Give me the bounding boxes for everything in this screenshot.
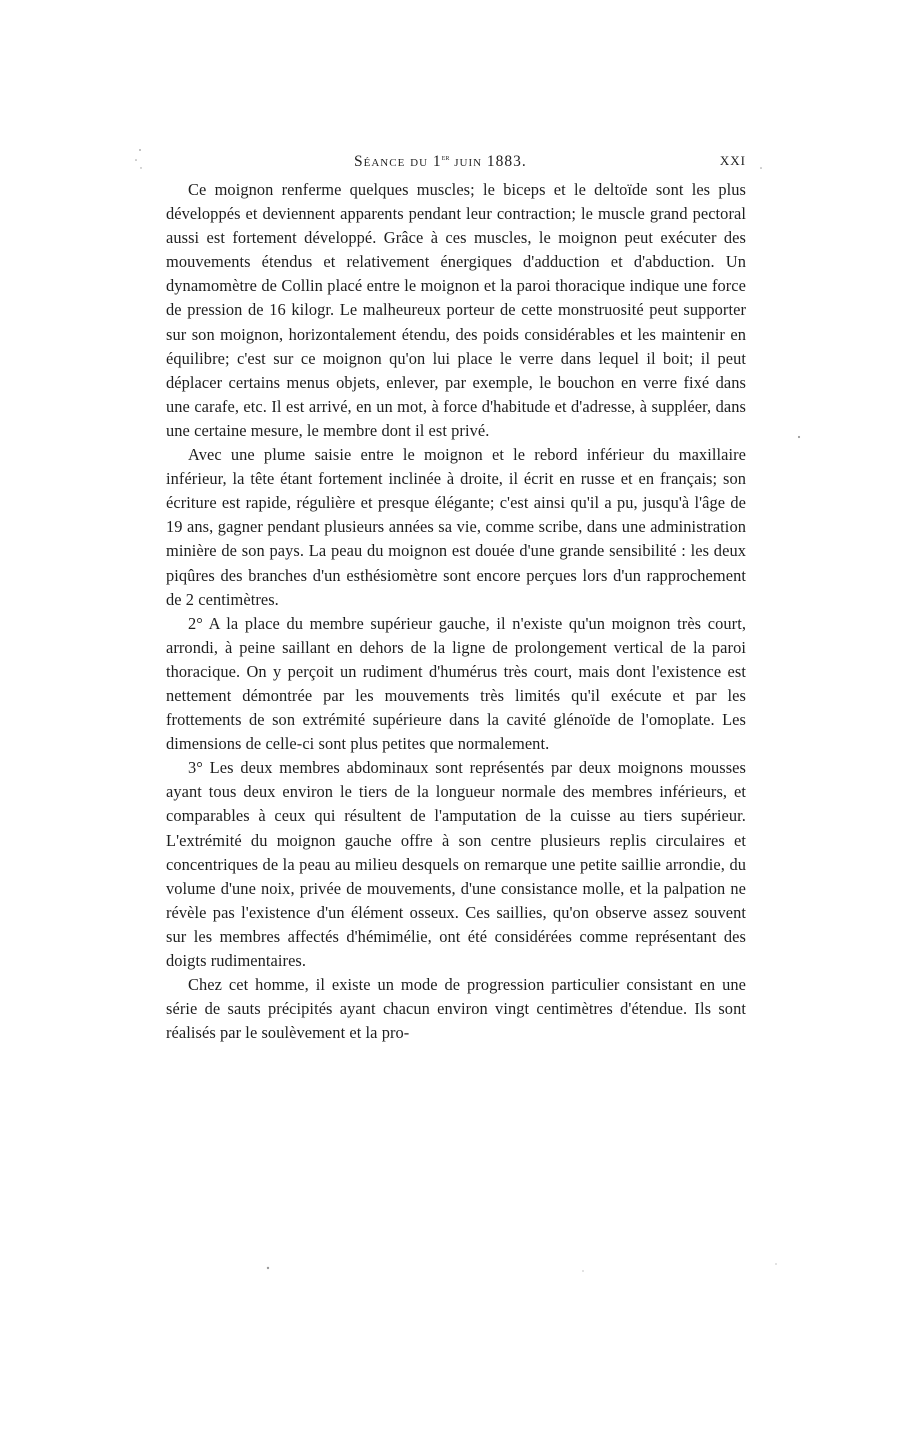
paragraph: Avec une plume saisie entre le moignon et le rebord inférieur du maxillaire inférieur, la tête étant fortement inclinée à droite, il écrit en russe et en français; son écriture est rapide, régulière et presque élégante; c'est ainsi qu'il a pu, jusqu'à l'âge de 19 ans, gagner pendant plusieurs années sa vie, comme scribe, dans une administration minière de son pays. La peau du moignon est douée d'une grande sensibilité : les deux piqûres des branches d'un esthésiomètre sont encore perçues lors d'un rapprochement de 2 centimètres. (166, 445, 746, 609)
document-page (166, 148, 746, 1045)
running-title: Séance du 1er juin 1883. (354, 152, 527, 171)
body-text (166, 178, 746, 1045)
paragraph: Ce moignon renferme quelques muscles; le biceps et le deltoïde sont les plus développés et deviennent apparents pendant leur contraction; le muscle grand pectoral aussi est fortement développé. Grâce à ces muscles, le moignon peut exécuter des mouvements étendus et relativement énergiques d'adduction et d'abduction. Un dynamomètre de Collin placé entre le moignon et la paroi thoracique indique une force de pression de 16 kilogr. Le malheureux porteur de cette monstruosité peut supporter sur son moignon, horizontalement étendu, des poids considérables et les maintenir en équilibre; c'est sur ce moignon qu'on lui place le verre dans lequel il boit; il peut déplacer certains menus objets, enlever, par exemple, le bouchon en verre fixé dans une carafe, etc. Il est arrivé, en un mot, à force d'habitude et d'adresse, à suppléer, dans une certaine mesure, le membre dont il est privé. (166, 180, 746, 440)
paragraph: 3° Les deux membres abdominaux sont représentés par deux moignons mousses ayant tous deux environ le tiers de la longueur normale des membres inférieurs, et comparables à ceux qui résultent de l'amputation de la cuisse au tiers supérieur. L'extrémité du moignon gauche offre à son centre plusieurs replis circulaires et concentriques de la peau au milieu desquels on remarque une petite saillie arrondie, du volume d'une noix, privée de mouvements, d'une consistance molle, et la palpation ne révèle pas l'existence d'un élément osseux. Ces saillies, qu'on observe assez souvent sur les membres affectés d'hémimélie, ont été considérées comme représentant des doigts rudimentaires. (166, 758, 746, 970)
paragraph: 2° A la place du membre supérieur gauche, il n'existe qu'un moignon très court, arrondi, à peine saillant en dehors de la ligne de prolongement vertical de la paroi thoracique. On y perçoit un rudiment d'humérus très court, mais dont l'existence est nettement démontrée par les mouvements très limités qu'il exécute et par les frottements de son extrémité supérieure dans la cavité glénoïde de l'omoplate. Les dimensions de celle-ci sont plus petites que normalement. (166, 613, 746, 754)
page-header (166, 148, 746, 178)
page-number: XXI (719, 153, 746, 168)
paragraph: Chez cet homme, il existe un mode de progression particulier consistant en une série de sauts précipités ayant chacun environ vingt centimètres d'étendue. Ils sont réalisés par le soulèvement et la pro- (166, 975, 746, 1043)
